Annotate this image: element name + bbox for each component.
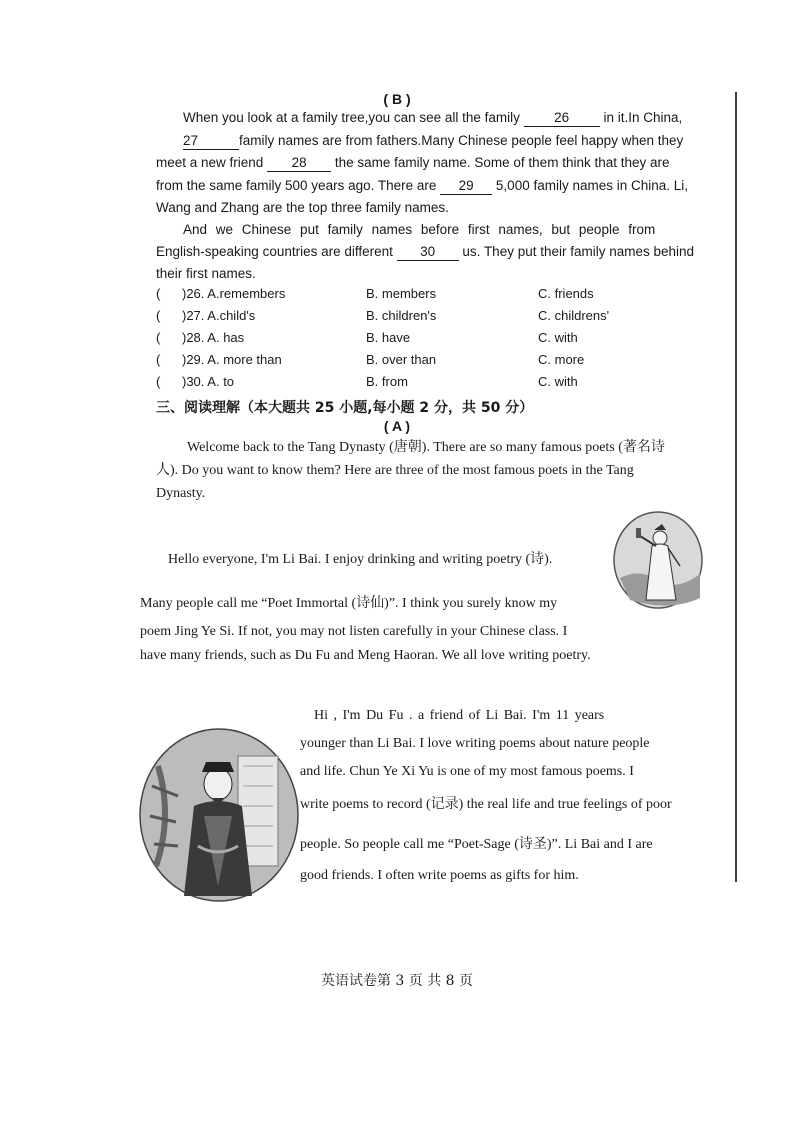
option-a: )29. A. more than [182, 352, 282, 367]
tang-intro-paragraph: Welcome back to the Tang Dynasty (唐朝). There are so many famous poets (著名诗 人). Do you want to know them? Here are three of the most famous poets in the Tang Dynasty. [156, 440, 665, 501]
option-c: C. childrens' [538, 308, 610, 323]
answer-paren: ( [156, 374, 161, 389]
option-c: C. friends [538, 286, 594, 301]
answer-paren: ( [156, 330, 161, 345]
option-b: B. have [366, 330, 411, 345]
cloze-line: 27 family names are from fathers.Many Chinese people feel happy when they [183, 133, 684, 148]
page-edge-rule [735, 92, 737, 882]
option-a: )28. A. has [182, 330, 245, 345]
blank-30: 30 [397, 244, 459, 261]
cloze-line: Wang and Zhang are the top three family names. [156, 200, 449, 215]
question-row-29 [156, 352, 716, 374]
cloze-line: And we Chinese put family names before first names, but people from [183, 222, 656, 237]
option-a: )27. A.child's [182, 308, 256, 323]
option-a: )26. A.remembers [182, 286, 286, 301]
blank-27: 27 [183, 133, 239, 150]
option-b: B. children's [366, 308, 437, 323]
answer-paren: ( [156, 352, 161, 367]
cloze-line: When you look at a family tree,you can see all the family 26 in it.In China, [183, 110, 683, 125]
question-row-26 [156, 286, 716, 308]
option-a: )30. A. to [182, 374, 235, 389]
part-three-heading: 三、阅读理解（本大题共 25 小题,每小题 2 分，共 50 分） [156, 400, 534, 416]
option-b: B. over than [366, 352, 437, 367]
option-b: B. members [366, 286, 437, 301]
cloze-line: their first names. [156, 266, 256, 281]
option-b: B. from [366, 374, 408, 389]
cloze-line: English-speaking countries are different 30 us. They put their family names behind [156, 244, 695, 259]
page-footer: 英语试卷第 3 页 共 8 页 [320, 973, 474, 989]
blank-29: 29 [440, 178, 492, 195]
question-row-28 [156, 330, 716, 352]
cloze-paragraph-1 [183, 107, 687, 129]
question-row-27 [156, 308, 716, 330]
blank-26: 26 [524, 110, 600, 127]
option-c: C. more [538, 352, 585, 367]
scholar-portrait-icon [138, 726, 300, 904]
section-b-label: ( B ) [383, 91, 411, 107]
section-a-label: ( A ) [383, 418, 411, 434]
answer-paren: ( [156, 286, 161, 301]
question-row-30 [156, 374, 716, 396]
poet-with-cup-icon [610, 508, 706, 612]
blank-28: 28 [267, 155, 331, 172]
question-options [156, 286, 716, 396]
answer-paren: ( [156, 308, 161, 323]
option-c: C. with [538, 374, 578, 389]
cloze-line: from the same family 500 years ago. There are 29 5,000 family names in China. Li, [156, 178, 689, 193]
cloze-line: meet a new friend 28 the same family name. Some of them think that they are [156, 155, 670, 170]
option-c: C. with [538, 330, 578, 345]
